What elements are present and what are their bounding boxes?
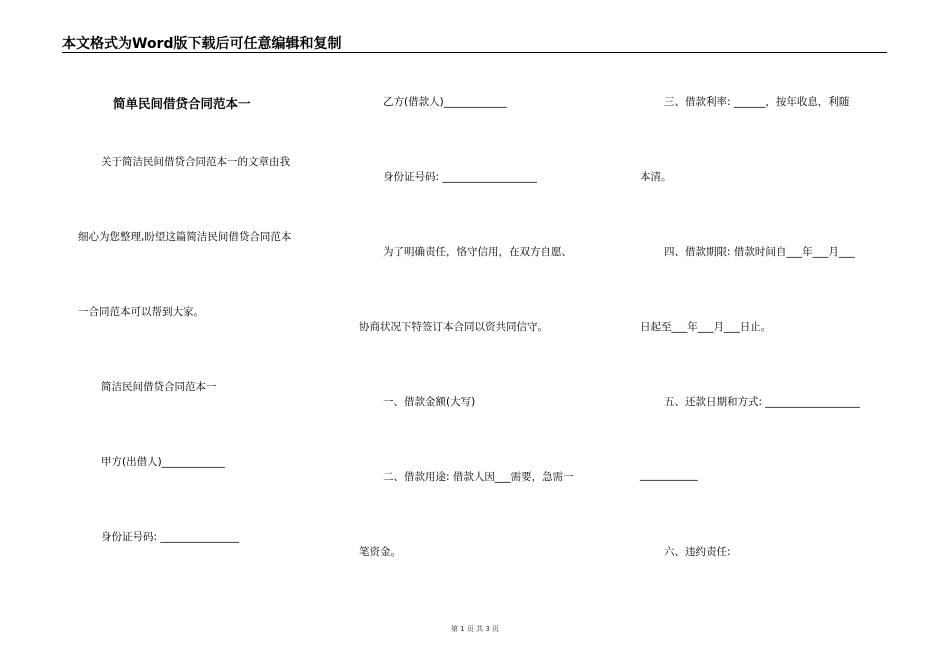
clause-loan-purpose-line-1: 二、借款用途: 借款人因___需要，急需一 bbox=[383, 471, 574, 483]
clause-repayment-line-1: 五、还款日期和方式: __________________ bbox=[664, 396, 860, 408]
borrower-id-field: 身份证号码: __________________ bbox=[383, 171, 537, 183]
document-title: 简单民间借贷合同范本一 bbox=[113, 96, 251, 111]
clause-interest-line-1: 三、借款利率: ______，按年收息，利随 bbox=[664, 96, 850, 108]
clause-loan-amount: 一、借款金额(大写) bbox=[383, 396, 476, 408]
intro-line-1: 关于简洁民间借贷合同范本一的文章由我 bbox=[101, 156, 290, 168]
clause-breach: 六、违约责任: bbox=[664, 546, 731, 558]
document-header: 本文格式为Word版下载后可任意编辑和复制 bbox=[62, 36, 342, 52]
preamble-line-1: 为了明确责任，恪守信用，在双方自愿、 bbox=[383, 246, 572, 258]
header-rule bbox=[62, 52, 887, 53]
lender-id-field: 身份证号码: _______________ bbox=[101, 531, 240, 543]
lender-field: 甲方(出借人)____________ bbox=[101, 456, 225, 468]
contract-heading: 简洁民间借贷合同范本一 bbox=[101, 381, 217, 393]
clause-loan-purpose-line-2: 笔资金。 bbox=[359, 546, 401, 558]
clause-repayment-line-2: ___________ bbox=[640, 469, 698, 481]
clause-term-line-2: 日起至___年___月___日止。 bbox=[640, 321, 772, 333]
page-number: 第 1 页 共 3 页 bbox=[450, 625, 500, 633]
clause-term-line-1: 四、借款期限: 借款时间自___年___月___ bbox=[664, 246, 855, 258]
borrower-field: 乙方(借款人)____________ bbox=[383, 96, 507, 108]
clause-interest-line-2: 本清。 bbox=[640, 171, 672, 183]
intro-line-2: 细心为您整理,盼望这篇简洁民间借贷合同范本 bbox=[78, 231, 292, 243]
intro-line-3: 一合同范本可以帮到大家。 bbox=[78, 306, 204, 318]
preamble-line-2: 协商状况下特签订本合同以资共同信守。 bbox=[359, 321, 548, 333]
